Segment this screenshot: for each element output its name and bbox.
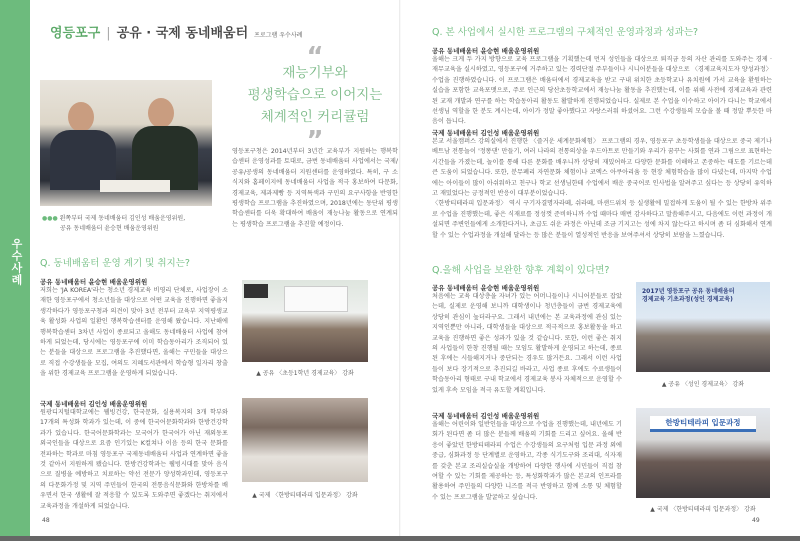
page-number: 49: [752, 517, 760, 524]
interview-photo: [40, 80, 212, 206]
intro-text: 영등포구청은 2014년부터 3년간 교육부가 지원하는 행복학습센터 운영성과를 토대로, 금번 동네배움터 사업에서는 국제/공유/공생의 동네배움터 지원센터를 운영하였다. 특히, 구 소식지와 홈페이지에 동네배움터 사업을 적극 홍보하여 다문화, 경제교육, 제과제빵 등 지역특색과 구민의 요구사항을 반영한 평생학습 프로그램을 추진하였으며, 2018년에는 동단위 평생학습센터를 더욱 확대하여 배움이 재능나눔 활동으로 연계되는 평생학습 프로그램을 추진할 예정이다.: [232, 148, 398, 228]
tea-class-photo: [242, 398, 368, 482]
answer-text: 본교 서울캠퍼스 강의실에서 진행한 〈즐거운 세계문화체험〉 프로그램의 경우, 영등포구 초등학생들을 대상으로 중국 제기나 베트남 전통놀이 '정똥댄' 만들기, 여러 나라의 전통의상을 우드아트로 만들기와 우리가 꿈꾸는 사회를 연과 그림으로 표현하는 시간들을 가졌는데, 놀이를 통해 다른 문화를 배우니까 상당히 재밌어하고 다양한 문화를 이해하고 존중하는 태도를 기르는데 큰 도움이 되었습니다. 또한, 분무폐리 자연문화 체험이나 코엑스 아쿠아리움 등 현장 체험학습을 많이 다녔는데, 마지막 수업에는 아이들이 많이 아쉬워하고 친구나 학교 선생님한테 수업에서 배운 중국어로 인사법을 알려주고 싶다는 등 상당히 유익하고 재밌었다는 긍정적인 반응이 대부분이었습니다. 〈한방티테라피 입문과정〉 역시 구기자결명자라떼, 쉬라떼, 마샌드위치 등 실생활에 밀접하게 도움이 될 수 있는 한방차 위주로 수업을 진행했는데, 좋은 식재료를 정성껏 준비하니까 수업 때마다 매번 감사하다고 말씀해주시고, 다음에도 이런 과정이 개설되면 주변인들에게 소개한다거나, 초급도 쉬운 과정은 아닌데 조금 기지고는 성에 차지 않는다고 하시며 좀 더 심화해서 연계할 수 있는 수업과정을 개설해 달라는 등 많은 분들이 열성적인 반응을 보여주셔서 상당히 보람을 느꼈습니다.: [432, 138, 772, 239]
answer-author: 국제 동네배움터 김인성 배움운영위원: [432, 129, 540, 137]
answer-author: 공유 동네배움터 윤승현 배움운영위원: [432, 47, 540, 55]
page-header: 영등포구 | 공유 · 국제 동네배움터 프로그램 우수사례: [50, 26, 303, 41]
question-heading: Q.올해 사업을 보완한 향후 계획이 있다면?: [432, 265, 610, 276]
header-title: 공유 · 국제 동네배움터: [116, 26, 249, 41]
photo-caption: [42, 214, 232, 234]
question-heading: Q. 동네배움터 운영 계기 및 취지는?: [40, 258, 190, 269]
photo-caption: ▲ 공유 〈초등1학년 경제교육〉 강좌: [256, 370, 354, 377]
answer-block: [40, 399, 228, 512]
photo-caption: ▲ 공유 〈성인 경제교육〉 강좌: [661, 381, 745, 388]
caption-line-2: 공유 동네배움터 윤승현 배움운영위원: [60, 225, 159, 232]
photo-caption: ▲ 국제 〈한방티테라피 입문과정〉 강좌: [252, 492, 358, 499]
open-quote-icon: “: [306, 42, 324, 72]
answer-text: 처음에는 교육 대상층을 자녀가 있는 어머니들이나 시니어분들로 잡았는데, 실제로 운영해 보니까 대학생이나 청년층들이 금번 경제교육에 상당히 관심이 높더라구요. 그래서 내년에는 본 교육과정에 관심 있는 지역인뿐만 아니라, 대학생들을 대상으로 적극적으로 홍보활동을 하고 교육을 진행하면 좋은 성과가 있을 것 같습니다. 또한, 이런 좋은 취지의 사업들이 한창 진행될 때는 모임도 활발하게 운영되고 하는데, 종료된 후에는 시들해지거나 중단되는 경우도 많거든요. 그래서 이런 사업들이 보다 장기적으로 추진되길 바라고, 사업 종료 후에도 수료생들이 학습동아리 형태로 구내 학교에서 경제교육 봉사 자체적으로 운영할 수 있게 후속 모임을 적극 유도할 계획입니다.: [432, 293, 622, 394]
answer-text: 원광디지털대학교에는 웰빙건강, 한국문화, 실용복지의 3개 학부와 17개의 특성화 학과가 있는데, 이 중에 한국어문화학과와 한방건강학과가 있습니다. 한국어문화학과는 모국어가 한국어가 아닌 재외동포 외국인들을 대상으로 요즘 인기있는 K컬쳐나 이음 등의 한국 문화를 전파하는 학과로 마침 영등포구 국제동네배움터 사업과 연계하면 좋을 것 같아서 지원하게 됐습니다. 한방건강학과는 웰빙시대를 맞아 음식으로 질병을 예방하고 치료하는 약선 전문가 양성학과인데, 영등포구의 다문화가정 및 지역 주민들이 한국의 전통음식문화와 한방차를 배우면서 한국 생활에 잘 적응할 수 있도록 도와주면 좋겠다는 취지에서 교육과정을 개설하게 되었습니다.: [40, 409, 228, 510]
photo-caption: ▲ 국제 〈한방티테라피 입문과정〉 강좌: [650, 506, 756, 513]
bottom-border: [0, 536, 800, 541]
group-photo: [636, 282, 770, 372]
quote-line-2: 평생학습으로 이어지는: [247, 87, 383, 103]
page-gutter: [399, 0, 401, 536]
bullet-dots-icon: ●●●: [42, 215, 58, 222]
answer-block: [40, 277, 228, 380]
banner-text: 경제교육 기초과정(성인 경제교육): [642, 296, 733, 303]
answer-author: 국제 동네배움터 김인성 배움운영위원: [40, 400, 148, 408]
side-tab-label: 우수사례: [10, 238, 23, 286]
question-heading: Q. 본 사업에서 실시한 프로그램의 구체적인 운영과정과 성과는?: [432, 27, 699, 38]
quote-line-3: 체계적인 커리큘럼: [260, 109, 370, 125]
group-photo: [636, 408, 770, 498]
quote-line-1: 재능기부와: [282, 65, 348, 81]
caption-line-1: 왼쪽부터 국제 동네배움터 김인성 배움운영위원,: [59, 215, 186, 222]
banner-text: 한방티테라피 입문과정: [650, 416, 756, 432]
answer-block: [432, 46, 772, 128]
header-subtitle: 프로그램 우수사례: [254, 32, 303, 39]
answer-author: 공유 동네배움터 윤승현 배움운영위원: [40, 278, 148, 286]
pull-quote: [232, 62, 398, 128]
answer-text: 올해는 어린이와 일반인들을 대상으로 수업을 진행했는데, 내년에도 기회가 된다면 좀 더 많은 분들께 배움의 기회를 드리고 싶어요. 올해 반응이 좋았던 한방티테라피 수업은 수강생들의 요구처럼 입문 과정 외에 중급, 심화과정 등 단계별로 운영하고, 각종 식기도구와 조리대, 식자재를 갖춘 본교 조리실습실을 개방하여 다양한 행사에 시민들이 직접 참여할 수 있는 기회를 제공하는 등, 특성화학과가 많은 본교의 인프라를 활용하여 주민들의 다양한 니즈를 적극 반영하고 함께 소통 및 체험할 수 있는 프로그램을 발굴하고 싶습니다.: [432, 421, 622, 501]
district-title: 영등포구: [50, 26, 101, 41]
classroom-photo: [242, 280, 368, 362]
page-number: 48: [42, 517, 50, 524]
answer-author: 공유 동네배움터 윤승현 배움운영위원: [432, 284, 540, 292]
answer-author: 국제 동네배움터 김인성 배움운영위원: [432, 412, 540, 420]
answer-block: [432, 128, 772, 241]
answer-text: 저희는 'JA KOREA'라는 청소년 경제교육 비영리 단체로, 사업장이 소재한 영등포구에서 청소년들을 대상으로 어떤 교육을 진행하면 좋을지 생각하다가 영등포구청과 의견이 맞아 3년 전부터 교육부 지역평생교육 활성화 사업의 일환인 행복학습센터를 운영해 왔습니다. 지난해에 행복학습센터 3차년 사업이 종료되고 올해도 동네배움터 사업에 참여하게 되었는데, 당시에는 영등포구에 이미 학습동아리가 조직되어 있는 분들을 대상으로 프로그램을 추진했다면, 올해는 구민들을 대상으로 직접 수강생들을 모집, 여의도 지혜도서관에서 학습형 일자리 창출을 위한 경제교육 프로그램을 운영하게 되었습니다.: [40, 287, 228, 378]
banner-text: 2017년 영등포구 공유 동네배움터: [642, 288, 735, 295]
close-quote-icon: ”: [306, 126, 324, 156]
answer-block: [432, 411, 622, 503]
answer-block: [432, 283, 622, 396]
answer-text: 올해는 크게 두 가지 방향으로 교육 프로그램을 기획했는데 먼저 성인들을 대상으로 퇴직금 등의 자산 관리를 도와주는 경제 · 재무교육을 실시하였고, 영등포구에 거주하고 있는 경력단절 주부들이나 시니어분들을 대상으로 〈경제교육지도자 양성과정〉 수업을 진행하였습니다. 이 프로그램은 배움터에서 경제교육을 받고 구내 위치한 초등학교나 유치원에 가서 교육을 환원하는 실습을 포함한 교육포맷으로, 주로 인근의 당산초등학교에서 재능나눔 활동을 추진했는데, 이를 위해 사전에 경제교육과 관련된 교재 개발과 연구를 하는 학습동아리 활동도 활발하게 진행되었습니다. 실제로 본 수업을 이수하고 아이가 다니는 학교에서 선생님 역할을 한 분도 계시는데, 아이가 정말 좋아했다고 자랑스러워 하셨어요. 그런 수강생들의 모습을 볼 때 정말 뿌듯한 마음이 듭니다.: [432, 56, 772, 126]
